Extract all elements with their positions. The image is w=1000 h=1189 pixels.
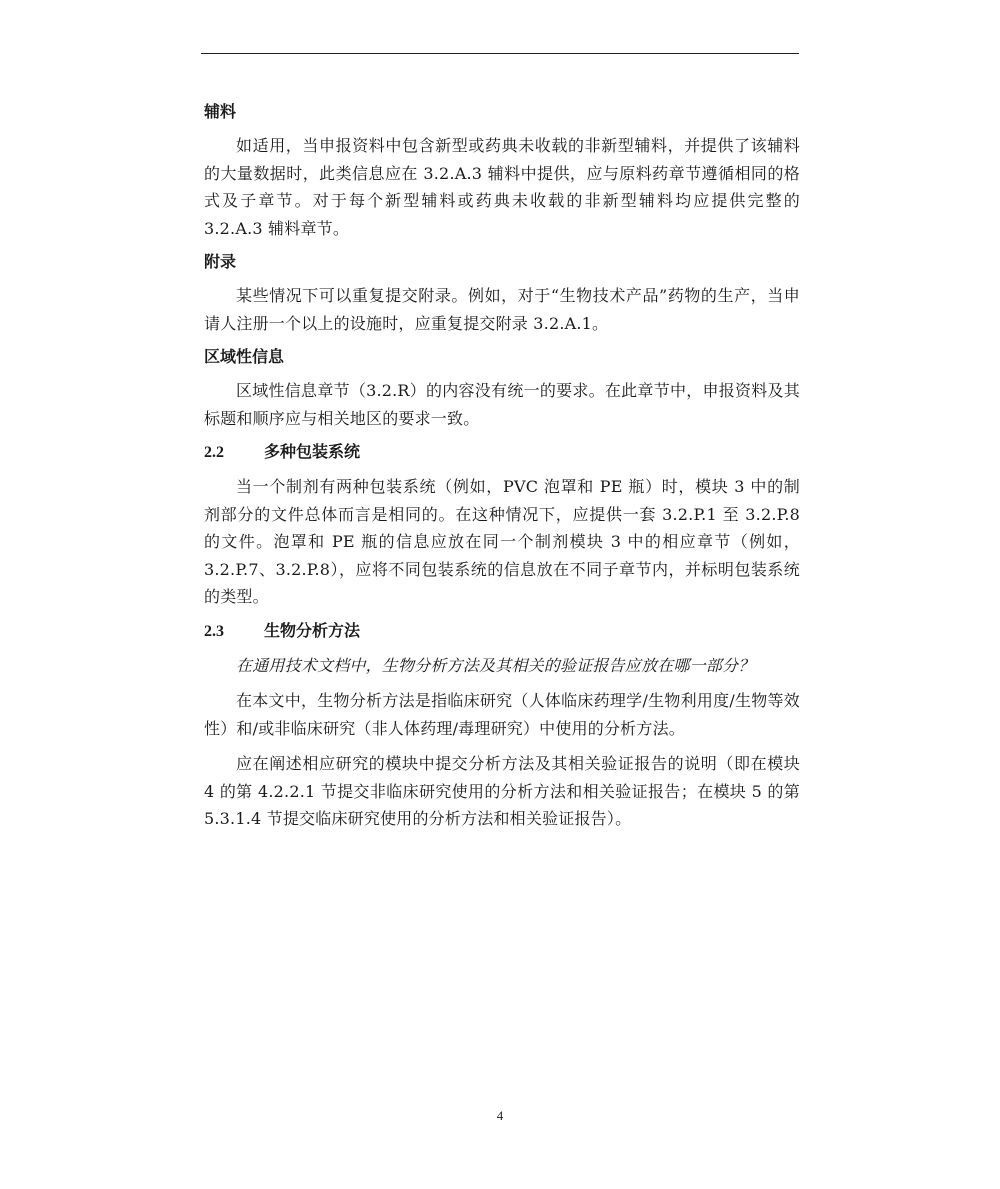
paragraph: 如适用，当申报资料中包含新型或药典未收载的非新型辅料，并提供了该辅料的大量数据时，此类信息应在 3.2.A.3 辅料中提供，应与原料药章节遵循相同的格式及子章节。对于每个新型辅料或药典未收载的非新型辅料均应提供完整的 3.2.A.3 辅料章节。 (204, 136, 800, 238)
section-appendices (204, 250, 800, 337)
paragraph: 在本文中，生物分析方法是指临床研究（人体临床药理学/生物利用度/生物等效性）和/或非临床研究（非人体药理/毒理研究）中使用的分析方法。 (204, 691, 800, 738)
section-number: 2.2 (204, 444, 224, 461)
paragraph: 区域性信息章节（3.2.R）的内容没有统一的要求。在此章节中，申报资料及其标题和顺序应与相关地区的要求一致。 (204, 381, 800, 428)
paragraph: 应在阐述相应研究的模块中提交分析方法及其相关验证报告的说明（即在模块 4 的第 4.2.2.1 节提交非临床研究使用的分析方法和相关验证报告；在模块 5 的第 5.3.1.4 节提交临床研究使用的分析方法和相关验证报告）。 (204, 754, 800, 828)
section-regional-information (204, 345, 800, 432)
paragraph: 当一个制剂有两种包装系统（例如，PVC 泡罩和 PE 瓶）时，模块 3 中的制剂部分的文件总体而言是相同的。在这种情况下，应提供一套 3.2.P.1 至 3.2.P.8 的文件。泡罩和 PE 瓶的信息应放在同一个制剂模块 3 中的相应章节（例如，3.2.P.7、3.2.P.8），应将不同包装系统的信息放在不同子章节内，并标明包装系统的类型。 (204, 477, 800, 606)
section-heading: 辅料 (204, 102, 237, 121)
section-excipients (204, 100, 800, 242)
section-title: 生物分析方法 (264, 620, 361, 640)
section-bioanalytical-methods (204, 619, 800, 833)
page-number: 4 (496, 1108, 504, 1123)
section-title: 多种包装系统 (264, 442, 361, 461)
question-text: 在通用技术文档中，生物分析方法及其相关的验证报告应放在哪一部分？ (236, 655, 755, 675)
paragraph: 某些情况下可以重复提交附录。例如，对于“生物技术产品”药物的生产，当申请人注册一个以上的设施时，应重复提交附录 3.2.A.1。 (204, 286, 800, 333)
header-rule (201, 53, 799, 54)
section-heading (204, 619, 800, 644)
section-heading (204, 440, 800, 465)
section-multiple-packaging (204, 440, 800, 611)
section-number: 2.3 (204, 622, 224, 640)
section-heading: 附录 (204, 252, 237, 271)
document-body (204, 100, 800, 841)
section-heading: 区域性信息 (204, 347, 285, 366)
